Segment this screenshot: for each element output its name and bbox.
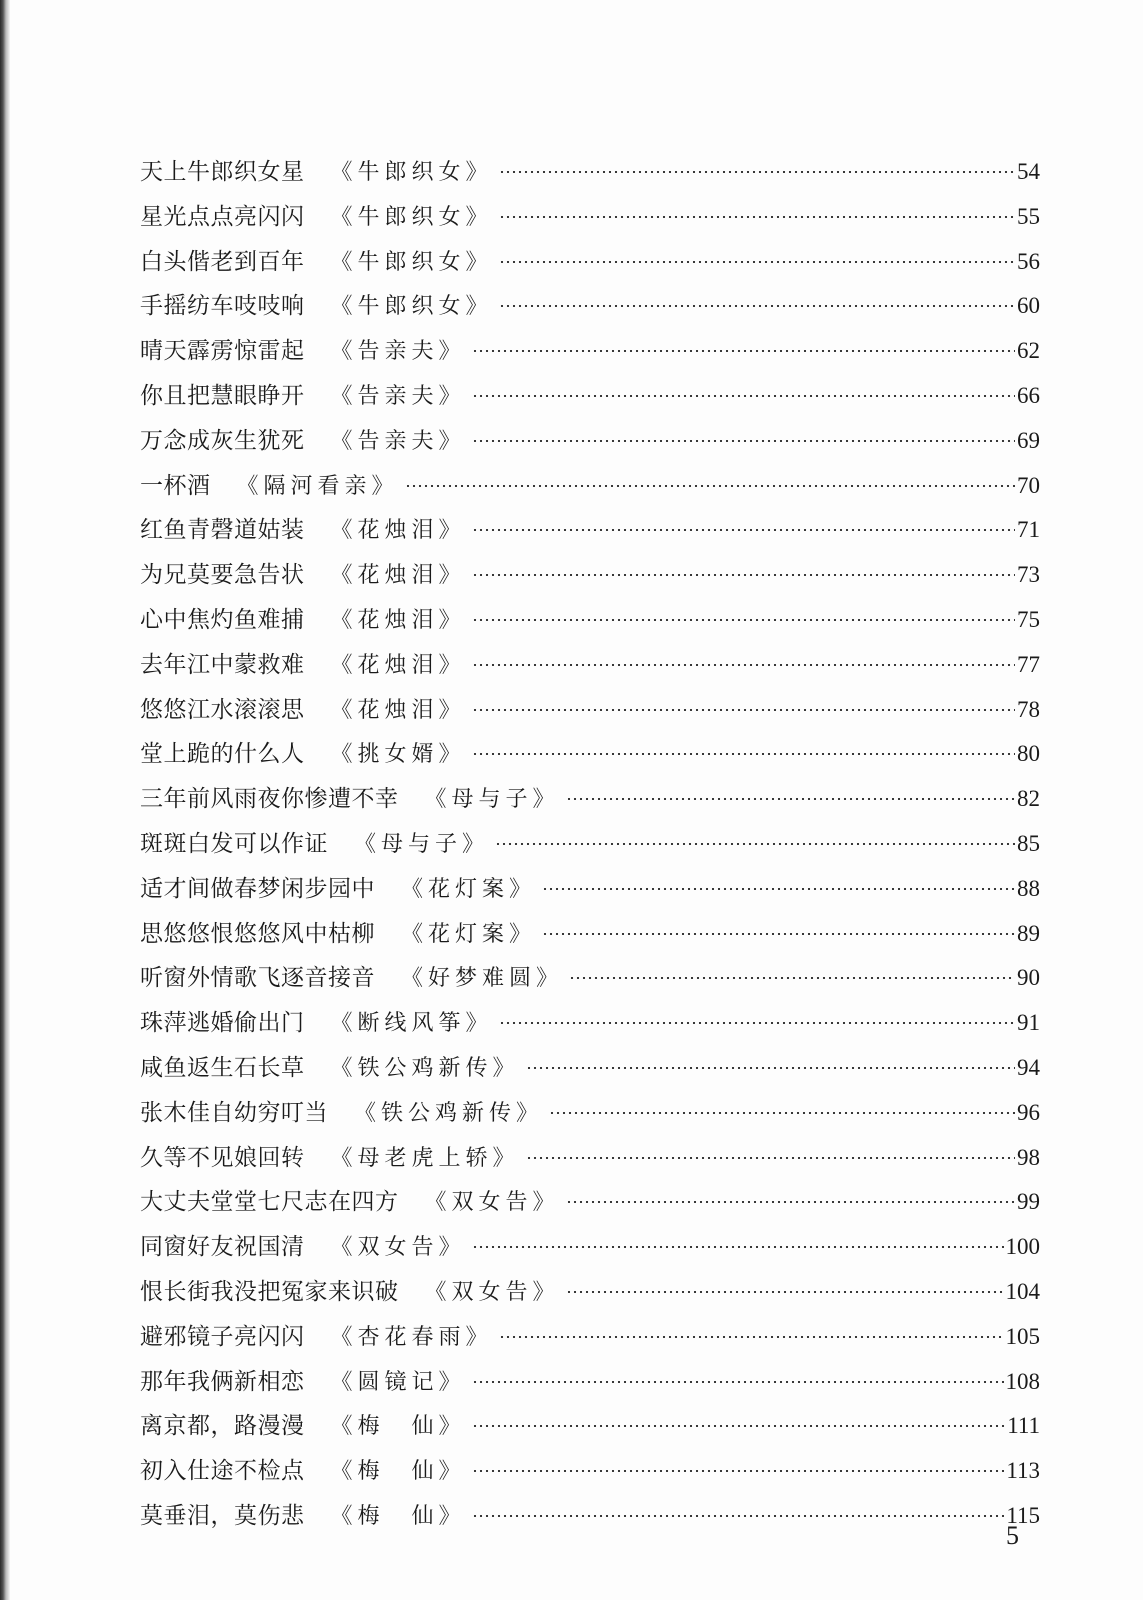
play-title: 《花灯案》 [401, 876, 537, 902]
entry-page-number: 104 [1005, 1278, 1040, 1304]
song-title: 星光点点亮闪闪 [140, 203, 305, 230]
entry-page-number: 75 [1017, 606, 1040, 632]
toc-entry[interactable] [140, 1270, 1040, 1315]
dot-leader [499, 1336, 1004, 1338]
dot-leader [472, 1470, 1005, 1472]
dot-leader [472, 1381, 1004, 1383]
dot-leader [499, 1022, 1015, 1024]
toc-entry[interactable] [140, 1449, 1040, 1494]
song-title: 初入仕途不检点 [140, 1458, 305, 1485]
dot-leader [472, 350, 1015, 352]
song-title: 堂上跪的什么人 [140, 741, 305, 768]
play-title: 《母与子》 [424, 787, 560, 813]
dot-leader [472, 1425, 1006, 1427]
play-title: 《断线风筝》 [330, 1011, 493, 1037]
song-title: 去年江中蒙救难 [140, 651, 305, 678]
play-title: 《告亲夫》 [330, 383, 466, 409]
toc-entry[interactable] [140, 1091, 1040, 1136]
song-title: 手摇纺车吱吱响 [140, 293, 305, 320]
table-of-contents [140, 150, 1040, 1539]
dot-leader [549, 1112, 1015, 1114]
play-title: 《花灯案》 [401, 921, 537, 947]
toc-entry[interactable] [140, 284, 1040, 329]
dot-leader [499, 261, 1015, 263]
song-title: 恨长街我没把冤家来识破 [140, 1278, 399, 1305]
dot-leader [472, 619, 1015, 621]
play-title: 《牛郎织女》 [330, 204, 493, 230]
play-title: 《花烛泪》 [330, 563, 466, 589]
dot-leader [472, 574, 1015, 576]
play-title: 《花烛泪》 [330, 652, 466, 678]
toc-entry[interactable] [140, 374, 1040, 419]
entry-page-number: 89 [1017, 920, 1040, 946]
play-title: 《梅 仙》 [330, 1414, 466, 1440]
song-title: 一杯酒 [140, 472, 211, 499]
entry-page-number: 98 [1017, 1144, 1040, 1170]
play-title: 《好梦难圆》 [401, 966, 564, 992]
play-title: 《双女告》 [330, 1235, 466, 1261]
play-title: 《牛郎织女》 [330, 249, 493, 275]
dot-leader [566, 798, 1015, 800]
song-title: 斑斑白发可以作证 [140, 830, 328, 857]
song-title: 思悠悠恨悠悠风中枯柳 [140, 920, 375, 947]
entry-page-number: 85 [1017, 830, 1040, 856]
song-title: 白头偕老到百年 [140, 248, 305, 275]
entry-page-number: 80 [1017, 741, 1040, 767]
dot-leader [472, 395, 1015, 397]
play-title: 《圆镜记》 [330, 1369, 466, 1395]
play-title: 《告亲夫》 [330, 428, 466, 454]
entry-page-number: 55 [1017, 203, 1040, 229]
toc-entry[interactable] [140, 732, 1040, 777]
toc-entry[interactable] [140, 464, 1040, 509]
song-title: 张木佳自幼穷叮当 [140, 1099, 328, 1126]
toc-entry[interactable] [140, 1494, 1040, 1539]
play-title: 《牛郎织女》 [330, 160, 493, 185]
toc-entry[interactable] [140, 1315, 1040, 1360]
toc-entry[interactable] [140, 598, 1040, 643]
toc-entry[interactable] [140, 867, 1040, 912]
song-title: 离京都，路漫漫 [140, 1413, 305, 1440]
play-title: 《铁公鸡新传》 [330, 1055, 520, 1081]
song-title: 避邪镜子亮闪闪 [140, 1323, 305, 1350]
toc-entry[interactable] [140, 1225, 1040, 1270]
entry-page-number: 90 [1017, 965, 1040, 991]
toc-entry[interactable] [140, 508, 1040, 553]
play-title: 《梅 仙》 [330, 1503, 466, 1529]
dot-leader [405, 485, 1015, 487]
song-title: 三年前风雨夜你惨遭不幸 [140, 786, 399, 813]
entry-page-number: 62 [1017, 338, 1040, 364]
dot-leader [526, 1067, 1015, 1069]
scan-left-edge [0, 0, 10, 1600]
entry-page-number: 77 [1017, 651, 1040, 677]
toc-entry[interactable] [140, 150, 1040, 195]
play-title: 《母老虎上轿》 [330, 1145, 520, 1171]
song-title: 大丈夫堂堂七尺志在四方 [140, 1189, 399, 1216]
play-title: 《梅 仙》 [330, 1459, 466, 1485]
entry-page-number: 66 [1017, 382, 1040, 408]
play-title: 《铁公鸡新传》 [354, 1100, 544, 1126]
play-title: 《隔河看亲》 [236, 473, 399, 499]
dot-leader [495, 843, 1015, 845]
entry-page-number: 88 [1017, 875, 1040, 901]
song-title: 红鱼青磬道姑装 [140, 517, 305, 544]
song-title: 适才间做春梦闲步园中 [140, 875, 375, 902]
entry-page-number: 113 [1006, 1458, 1040, 1484]
song-title: 听窗外情歌飞逐音接音 [140, 965, 375, 992]
toc-entry[interactable] [140, 240, 1040, 285]
toc-entry[interactable] [140, 1404, 1040, 1449]
toc-entry[interactable] [140, 1046, 1040, 1091]
entry-page-number: 71 [1017, 517, 1040, 543]
dot-leader [499, 305, 1015, 307]
toc-entry[interactable] [140, 553, 1040, 598]
entry-page-number: 115 [1006, 1502, 1040, 1528]
entry-page-number: 111 [1007, 1413, 1040, 1439]
toc-entry[interactable] [140, 1360, 1040, 1405]
dot-leader [472, 709, 1015, 711]
toc-entry[interactable] [140, 1180, 1040, 1225]
entry-page-number: 100 [1005, 1234, 1040, 1260]
dot-leader [472, 753, 1015, 755]
dot-leader [542, 888, 1015, 890]
toc-entry[interactable] [140, 195, 1040, 240]
dot-leader [566, 1291, 1004, 1293]
dot-leader [499, 171, 1015, 173]
play-title: 《杏花春雨》 [330, 1324, 493, 1350]
entry-page-number: 56 [1017, 248, 1040, 274]
dot-leader [569, 977, 1015, 979]
entry-page-number: 78 [1017, 696, 1040, 722]
entry-page-number: 82 [1017, 786, 1040, 812]
entry-page-number: 60 [1017, 293, 1040, 319]
entry-page-number: 105 [1005, 1323, 1040, 1349]
song-title: 心中焦灼鱼难捕 [140, 606, 305, 633]
entry-page-number: 99 [1017, 1189, 1040, 1215]
dot-leader [526, 1157, 1015, 1159]
entry-page-number: 54 [1017, 159, 1040, 184]
dot-leader [542, 933, 1015, 935]
song-title: 同窗好友祝国清 [140, 1234, 305, 1261]
dot-leader [499, 216, 1015, 218]
toc-entry[interactable] [140, 1001, 1040, 1046]
entry-page-number: 69 [1017, 427, 1040, 453]
song-title: 莫垂泪，莫伤悲 [140, 1502, 305, 1529]
play-title: 《告亲夫》 [330, 339, 466, 365]
entry-page-number: 70 [1017, 472, 1040, 498]
song-title: 晴天霹雳惊雷起 [140, 338, 305, 365]
entry-page-number: 91 [1017, 1010, 1040, 1036]
toc-entry[interactable] [140, 822, 1040, 867]
entry-page-number: 94 [1017, 1054, 1040, 1080]
toc-entry[interactable] [140, 419, 1040, 464]
play-title: 《母与子》 [354, 831, 490, 857]
play-title: 《牛郎织女》 [330, 294, 493, 320]
dot-leader [472, 440, 1015, 442]
song-title: 万念成灰生犹死 [140, 427, 305, 454]
song-title: 你且把慧眼睁开 [140, 382, 305, 409]
entry-page-number: 108 [1005, 1368, 1040, 1394]
toc-entry[interactable] [140, 643, 1040, 688]
song-title: 久等不见娘回转 [140, 1144, 305, 1171]
toc-entry[interactable] [140, 329, 1040, 374]
toc-entry[interactable] [140, 1136, 1040, 1181]
play-title: 《花烛泪》 [330, 697, 466, 723]
toc-entry[interactable] [140, 956, 1040, 1001]
dot-leader [472, 1515, 1005, 1517]
toc-entry[interactable] [140, 777, 1040, 822]
song-title: 悠悠江水滚滚思 [140, 696, 305, 723]
dot-leader [566, 1201, 1015, 1203]
dot-leader [472, 529, 1015, 531]
play-title: 《双女告》 [424, 1190, 560, 1216]
page-number: 5 [1006, 1521, 1019, 1550]
song-title: 珠萍逃婚偷出门 [140, 1010, 305, 1037]
song-title: 咸鱼返生石长草 [140, 1054, 305, 1081]
toc-entry[interactable] [140, 912, 1040, 957]
play-title: 《花烛泪》 [330, 518, 466, 544]
play-title: 《双女告》 [424, 1279, 560, 1305]
play-title: 《挑女婿》 [330, 742, 466, 768]
play-title: 《花烛泪》 [330, 607, 466, 633]
song-title: 那年我俩新相恋 [140, 1368, 305, 1395]
dot-leader [472, 1246, 1004, 1248]
song-title: 天上牛郎织女星 [140, 159, 305, 185]
song-title: 为兄莫要急告状 [140, 562, 305, 589]
entry-page-number: 96 [1017, 1099, 1040, 1125]
toc-entry[interactable] [140, 688, 1040, 733]
dot-leader [472, 664, 1015, 666]
entry-page-number: 73 [1017, 562, 1040, 588]
